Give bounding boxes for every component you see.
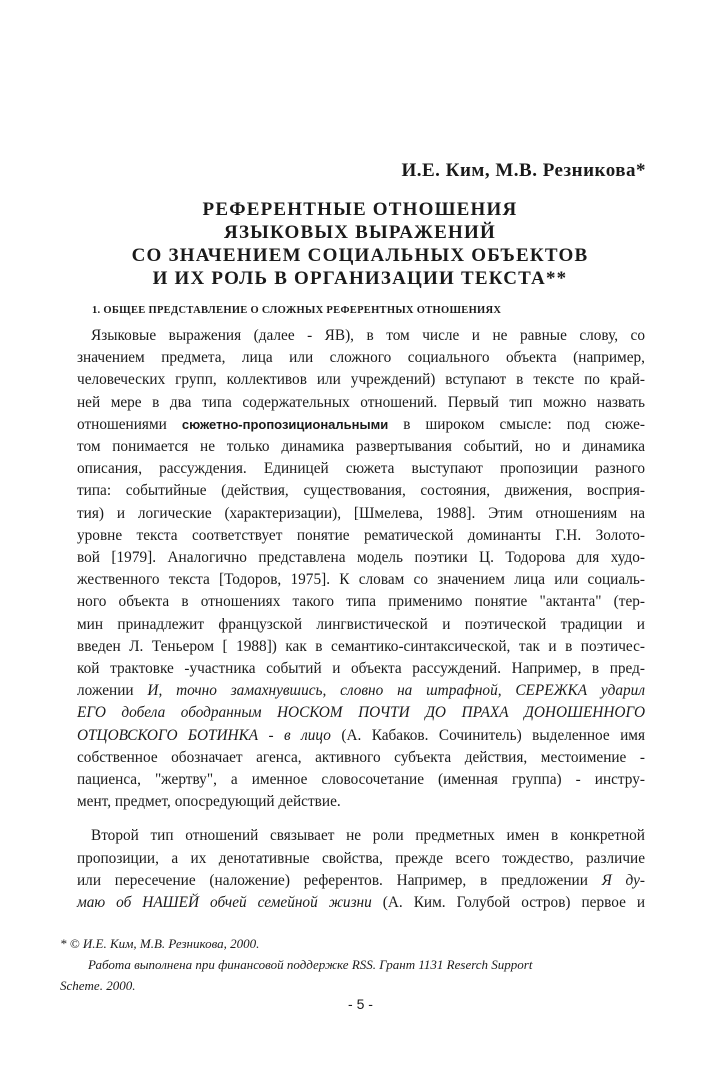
text-fragment: отношениями [77, 415, 167, 433]
text-line: мент, предмет, опосредующий действие. [77, 793, 341, 811]
text-line [77, 725, 645, 747]
text-line: ней мере в два типа содержательных отношений. Первый тип можно назвать [77, 393, 645, 411]
title-line: РЕФЕРЕНТНЫЕ ОТНОШЕНИЯ [202, 199, 518, 220]
text-fragment: в широком смысле: под сюже- [403, 415, 646, 433]
title-line: СО ЗНАЧЕНИЕМ СОЦИАЛЬНЫХ ОБЪЕКТОВ [131, 245, 589, 266]
text-line: пропозиции, а их денотативные свойства, прежде всего тождество, различие [77, 849, 645, 867]
title-line: ЯЗЫКОВЫХ ВЫРАЖЕНИЙ [224, 222, 496, 243]
quotation: ОТЦОВСКОГО БОТИНКА - в лицо [77, 726, 331, 744]
text-fragment: ложении [77, 682, 134, 700]
footnotes [60, 933, 645, 996]
text-line: описания, рассуждения. Единицей сюжета выступают пропозиции разного [77, 460, 645, 478]
title-line: И ИХ РОЛЬ В ОРГАНИЗАЦИИ ТЕКСТА** [152, 268, 568, 289]
text-line: вой [1979]. Аналогично представлена модель поэтики Ц. Тодорова для худо- [77, 549, 645, 567]
text-line: мин принадлежит французской лингвистической и поэтической традиции и [77, 615, 645, 633]
text-line: уровне текста соответствует понятие рематической доминанты Г.Н. Золото- [77, 526, 645, 544]
text-line: значением предмета, лица или сложного социального объекта (например, [77, 349, 645, 367]
text-line: человеческих групп, коллективов или учреждений) вступают в тексте по край- [77, 371, 645, 389]
text-line: собственное обозначает агенса, активного субъекта действия, местоимение - [77, 748, 645, 766]
text-line [77, 892, 645, 914]
text-line: ного объекта в отношениях такого типа применимо понятие "актанта" (тер- [77, 593, 645, 611]
page-number: - 5 - [348, 996, 373, 1012]
text-line: Языковые выражения (далее - ЯВ), в том числе и не равные слову, со [91, 327, 645, 344]
text-fragment: или пересечение (наложение) референтов. Например, в предложении [77, 871, 588, 889]
footnote: Scheme. 2000. [60, 978, 136, 993]
text-fragment: (А. Кабаков. Сочинитель) выделенное имя [341, 726, 645, 744]
text-line: пациенса, "жертву", а именное словосочетание (именная группа) - инстру- [77, 771, 645, 789]
text-line: Второй тип отношений связывает не роли предметных имен в конкретной [91, 827, 645, 845]
text-line: кой трактовке -участника событий и объекта рассуждений. Например, в пред- [77, 660, 645, 678]
footnote: Работа выполнена при финансовой поддержке RSS. Грант 1131 Reserch Support [88, 957, 533, 972]
section-heading: 1. ОБЩЕЕ ПРЕДСТАВЛЕНИЕ О СЛОЖНЫХ РЕФЕРЕНТНЫХ ОТНОШЕНИЯХ [92, 305, 502, 316]
text-line: введен Л. Теньером [ 1988]) как в семантико-синтаксической, так и в поэтичес- [77, 637, 645, 655]
text-line [77, 680, 645, 702]
body-text [77, 325, 645, 914]
text-line: тия) и логические (характеризации), [Шмелева, 1988]. Этим отношениям на [77, 504, 645, 522]
text-line: жественного текста [Тодоров, 1975]. К словам со значением лица или социаль- [77, 571, 645, 589]
text-line [77, 870, 645, 892]
text-fragment: (А. Ким. Голубой остров) первое и [382, 894, 646, 912]
article-title [70, 198, 650, 290]
text-line [77, 414, 645, 436]
quotation: маю об НАШЕЙ обчей семейной жизни [77, 894, 372, 912]
authors: И.Е. Ким, М.В. Резникова* [401, 160, 646, 181]
text-line: том понимается не только динамика развертывания событий, но и динамика [77, 438, 645, 456]
footnote: * © И.Е. Ким, М.В. Резникова, 2000. [60, 936, 260, 951]
text-line: типа: событийные (действия, существования, состояния, движения, восприя- [77, 482, 645, 500]
quotation: Я ду- [601, 871, 645, 889]
quotation-line: ЕГО добела ободранным НОСКОМ ПОЧТИ ДО ПРАХА ДОНОШЕННОГО [77, 704, 645, 722]
quotation: И, точно замахнувшись, словно на штрафной, СЕРЕЖКА ударил [147, 682, 645, 700]
emphasized-term: сюжетно-пропозициональными [181, 416, 389, 432]
